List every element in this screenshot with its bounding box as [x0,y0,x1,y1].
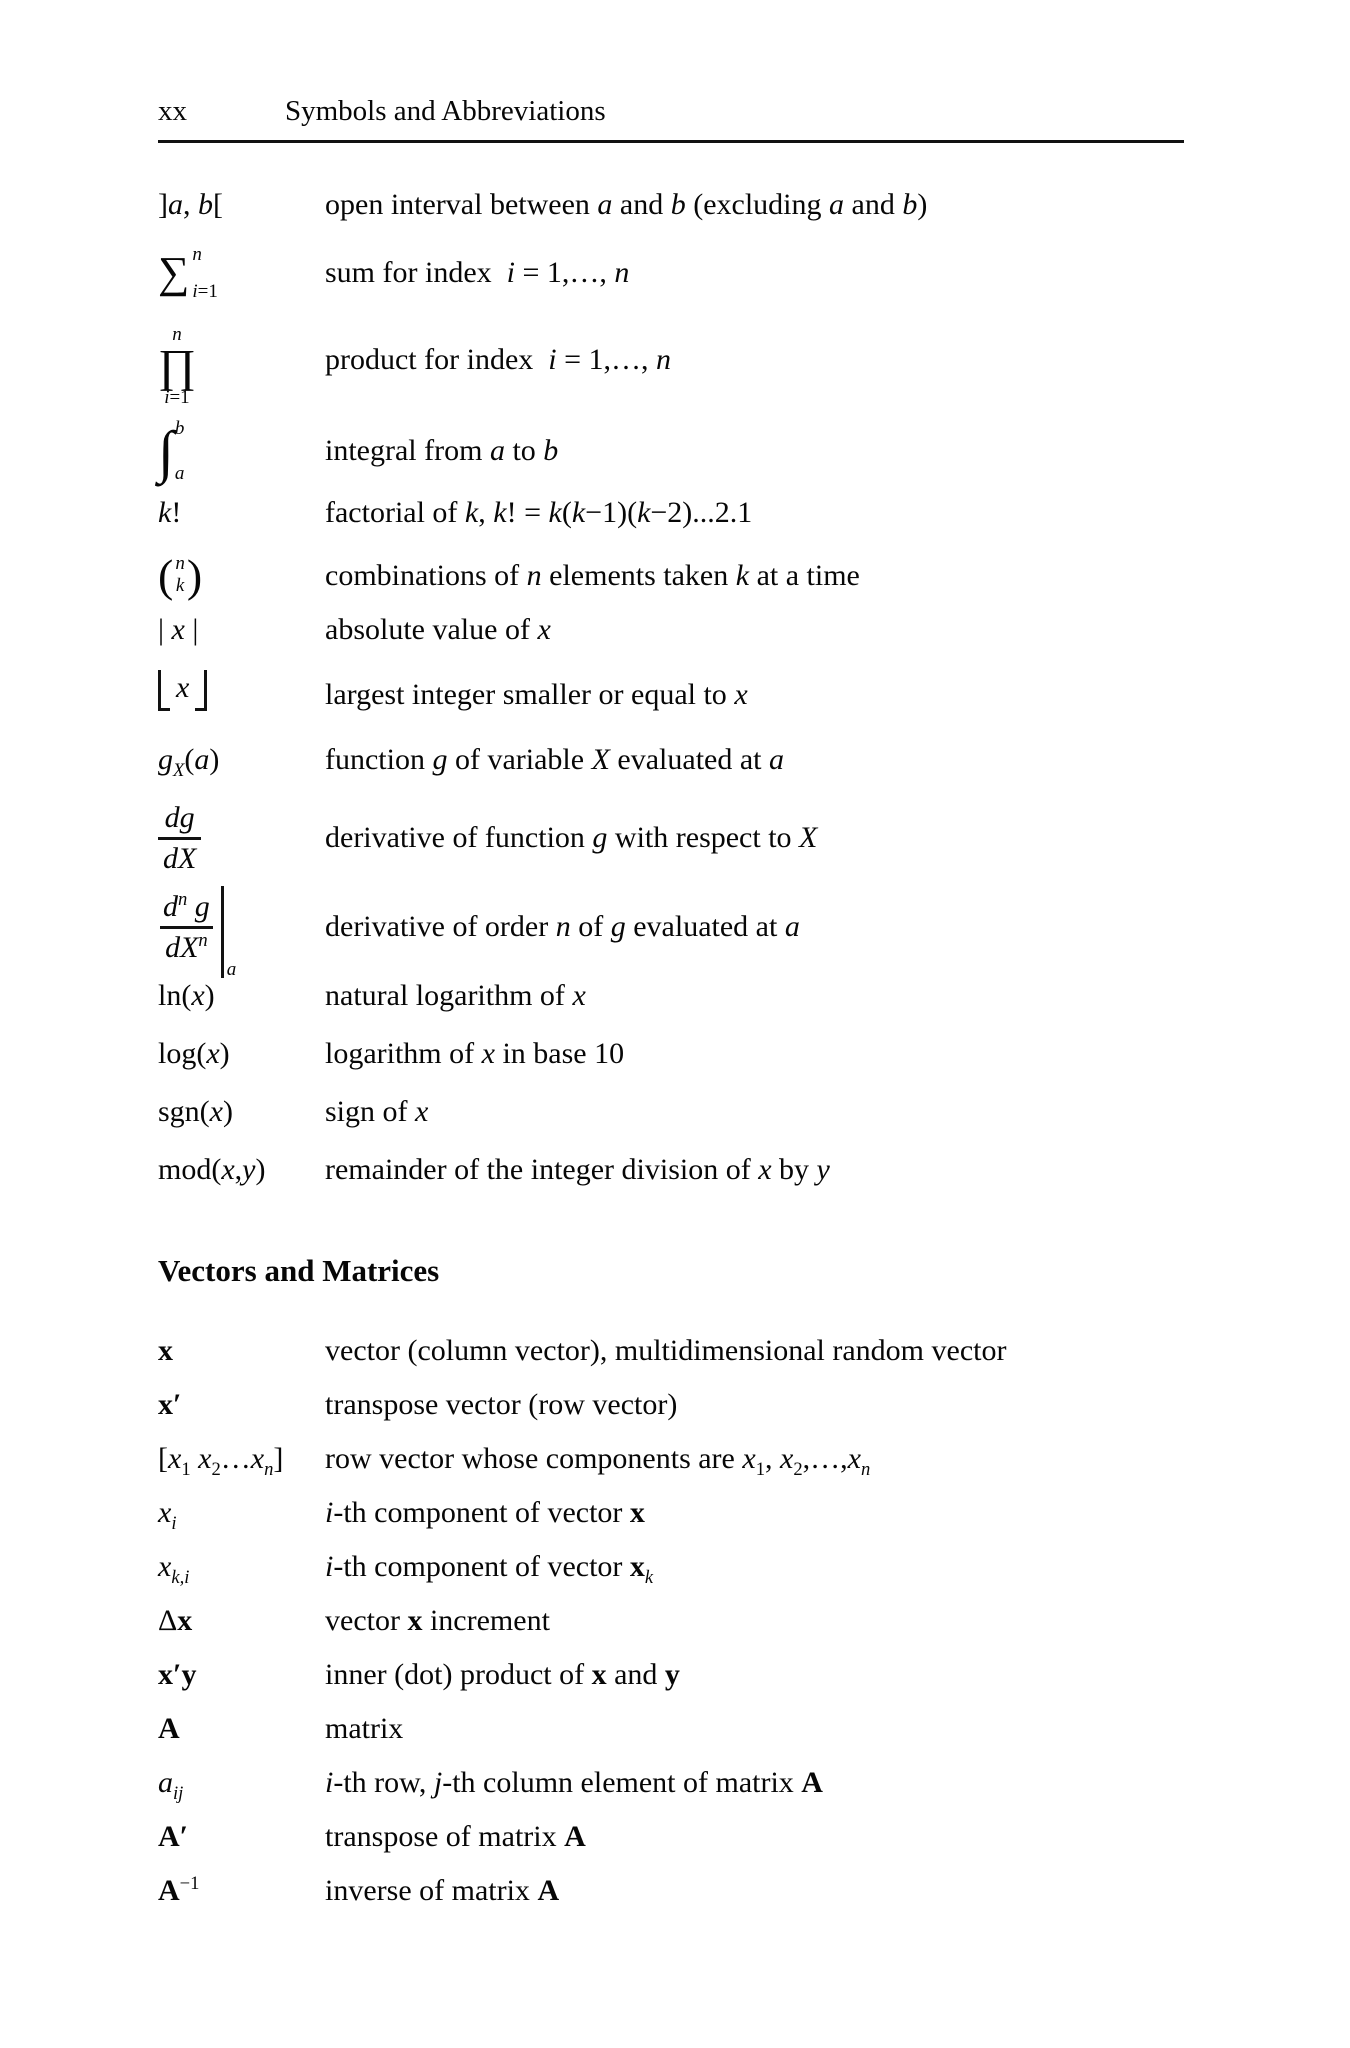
symbol-cell [158,1387,325,1423]
symbol-cell [158,1765,325,1804]
vector-row [158,1333,1350,1369]
description-cell: integral from a to b [325,434,559,468]
symbol-seg: $A^{-1}$ [158,1872,200,1907]
description-cell: largest integer smaller or equal to x [325,677,748,711]
symbol-cell [158,800,325,877]
symbol-seg: [$x_1$ $x_2\dots x_n$] [158,1441,284,1480]
matrix-row [158,1711,1350,1747]
description-cell: logarithm of x in base 10 [325,1036,625,1070]
description-cell: vector (column vector), multidimensional random vector [325,1333,1007,1367]
symbol-seg: x′y [158,1657,197,1691]
header-rule [158,140,1184,143]
symbol-binom: ( n k ) [158,549,203,601]
description-cell: row vector whose components are $x_1$, $x_2,\dots,x_n$ [325,1441,871,1480]
symbol-cell [158,495,325,531]
function-evaluation-row [158,742,1350,781]
symbol-seg: k! [158,496,182,530]
evaluation-point: a [226,958,237,980]
integral-operator: ∫ [158,418,174,484]
symbol-cell [158,1603,325,1639]
symbol-cell [158,1819,325,1855]
symbol-seg: mod(x,y) [158,1152,266,1186]
description-cell: derivative of function g with respect to X [325,821,818,855]
description-cell: natural logarithm of x [325,978,586,1012]
left-paren: ( [158,549,174,601]
symbol-cell [158,1152,325,1188]
matrix-transpose-row [158,1819,1350,1855]
row-vector-row [158,1441,1350,1480]
symbol-cell [158,245,325,301]
evaluation-bar [221,886,224,978]
symbol-cell [158,1711,325,1747]
right-paren: ) [186,549,203,601]
symbol-cell [158,670,325,720]
symbol-seg: ]a, b[ [158,187,223,221]
symbol-cell [158,612,325,648]
vector-increment-row [158,1603,1350,1639]
symbol-cell [158,978,325,1014]
symbol-seg: A [158,1711,180,1745]
running-title: Symbols and Abbreviations [285,95,606,127]
symbol-cell [158,549,325,601]
symbol-cell [158,1495,325,1534]
symbol-seg: $a_{ij}$ [158,1765,184,1804]
description-cell: i-th component of vector x [325,1495,645,1529]
description-cell: transpose of matrix A [325,1819,586,1853]
matrix-inverse-row [158,1873,1350,1909]
floor-left-bracket [158,670,170,711]
symbol-cell [158,419,325,483]
floor-right-bracket [195,670,207,711]
sum-operator: ∑ [158,247,190,297]
logarithm-base-10-row [158,1036,1350,1072]
symbol-cell [158,313,325,407]
product-operator: ∏ [158,339,196,391]
symbol-seg: ln(x) [158,978,215,1012]
transpose-vector-row [158,1387,1350,1423]
description-cell: sign of x [325,1094,429,1128]
floor-row [158,670,1350,720]
symbol-cell [158,1549,325,1588]
natural-logarithm-row [158,978,1350,1014]
description-cell: inverse of matrix A [325,1873,560,1907]
description-cell: combinations of n elements taken k at a time [325,559,860,593]
symbol-cell [158,1657,325,1693]
symbol-seg: A′ [158,1819,189,1853]
symbol-seg: sgn(x) [158,1094,233,1128]
description-cell: open interval between a and b (excluding a and b) [325,187,928,221]
symbol-floor: x [158,685,207,718]
symbol-limop-side: ∫ b a [158,418,185,485]
description-cell: product for index i = 1,…, n [325,343,672,377]
symbol-limop-stack: n ∏ i=1 [158,323,196,409]
description-cell: matrix [325,1711,404,1745]
symbol-seg: Δx [158,1603,193,1637]
symbols-list [158,187,1350,1188]
description-cell: transpose vector (row vector) [325,1387,678,1421]
description-cell: derivative of order n of g evaluated at a [325,910,800,944]
nth-derivative-row [158,888,1350,980]
product-row [158,313,1350,407]
vector-component-row [158,1495,1350,1534]
symbol-seg: | x | [158,612,199,646]
symbol-seg: x [158,1333,173,1367]
description-cell: vector x increment [325,1603,550,1637]
summation-row [158,245,1350,301]
description-cell: factorial of k, k! = k(k−1)(k−2)...2.1 [325,496,753,530]
inner-product-row [158,1657,1350,1693]
sign-row [158,1094,1350,1130]
description-cell: function g of variable X evaluated at a [325,742,785,776]
symbol-cell [158,1333,325,1369]
description-cell: sum for index i = 1,…, n [325,255,630,289]
description-cell: i-th row, j-th column element of matrix A [325,1765,823,1799]
modulo-row [158,1152,1350,1188]
symbol-cell [158,1094,325,1130]
symbol-seg: $g_X(a)$ [158,742,220,781]
absolute-value-row [158,612,1350,648]
symbol-seg: x′ [158,1387,182,1421]
symbol-seg: $x_{k,i}$ [158,1549,190,1588]
symbol-fraceval: $\frac{d^n g}{dX^n}$ a [158,890,236,923]
open-interval-row [158,187,1350,223]
vectors-matrices-list [158,1333,1350,1909]
section-heading-vectors-matrices: Vectors and Matrices [158,1252,440,1288]
symbol-cell [158,888,325,980]
combinations-row [158,549,1350,601]
description-cell: i-th component of vector $x_k$ [325,1549,654,1588]
integral-row [158,419,1350,483]
matrix-element-row [158,1765,1350,1804]
symbol-frac: $\frac{dg}{dX}$ [158,801,201,834]
symbol-cell [158,1036,325,1072]
description-cell: absolute value of x [325,612,551,646]
page-number: xx [158,95,187,127]
symbol-seg: log(x) [158,1036,230,1070]
symbol-limop-side: ∑ n i=1 [158,243,218,302]
description-cell: remainder of the integer division of x by y [325,1152,830,1186]
factorial-row [158,495,1350,531]
symbol-cell [158,742,325,781]
vector-k-component-row [158,1549,1350,1588]
symbol-seg: $x_i$ [158,1495,177,1534]
derivative-row [158,800,1350,877]
running-head [0,0,1350,129]
symbol-cell [158,187,325,223]
symbol-cell [158,1873,325,1909]
description-cell: inner (dot) product of x and y [325,1657,680,1691]
symbol-cell [158,1441,325,1480]
